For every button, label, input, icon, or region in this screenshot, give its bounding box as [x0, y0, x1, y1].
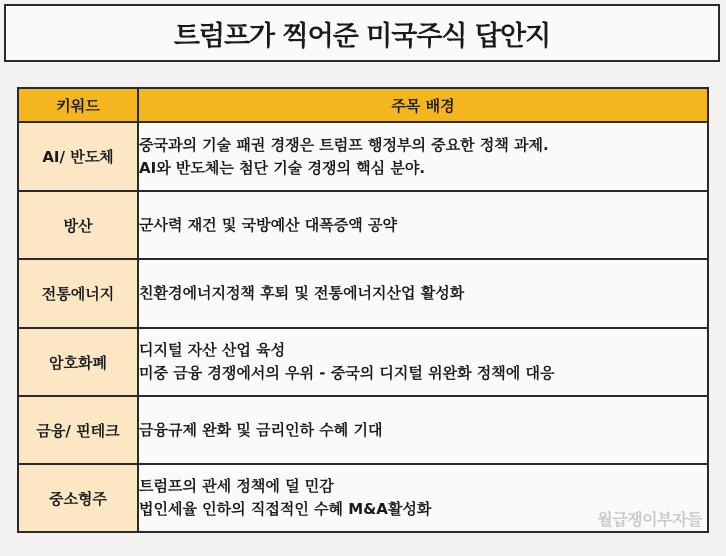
description-line: AI와 반도체는 첨단 기술 경쟁의 핵심 분야. [139, 158, 426, 177]
keyword-cell: 방산 [18, 191, 138, 259]
keyword-cell: 암호화폐 [18, 328, 138, 396]
description-cell [138, 328, 708, 396]
page-title: 트럼프가 찍어준 미국주식 답안지 [173, 20, 551, 52]
keyword-cell: AI/ 반도체 [18, 122, 138, 191]
table-header-row [18, 88, 708, 122]
keyword-cell: 전통에너지 [18, 259, 138, 328]
keyword-cell: 중소형주 [18, 464, 138, 532]
description-cell [138, 122, 708, 191]
description-cell [138, 191, 708, 259]
description-line: 디지털 자산 산업 육성 [139, 341, 286, 359]
description-line: 친환경에너지정책 후퇴 및 전통에너지산업 활성화 [139, 284, 465, 302]
table-row [18, 122, 708, 191]
description-line: 금융규제 완화 및 금리인하 수혜 기대 [139, 420, 383, 439]
title-box [4, 4, 720, 62]
description-line: 트럼프의 관세 정책에 덜 민감 [139, 477, 334, 495]
description-line: 중국과의 기술 패권 경쟁은 트럼프 행정부의 중요한 정책 과제. [139, 135, 549, 154]
header-background: 주목 배경 [138, 88, 708, 122]
table-row [18, 191, 708, 259]
description-cell [138, 259, 708, 328]
table-row [18, 328, 708, 396]
description-cell [138, 396, 708, 464]
table-row [18, 259, 708, 328]
description-line: 군사력 재건 및 국방예산 대폭증액 공약 [139, 215, 397, 234]
description-line: 미중 금융 경쟁에서의 우위 - 중국의 디지털 위완화 정책에 대응 [139, 364, 555, 382]
watermark: 월급쟁이부자들 [597, 510, 702, 529]
table-row [18, 396, 708, 464]
header-keyword: 키워드 [18, 88, 138, 122]
description-line: 법인세율 인하의 직접적인 수혜 M&A활성화 [139, 500, 432, 518]
keyword-table [17, 87, 709, 533]
keyword-cell: 금융/ 핀테크 [18, 396, 138, 464]
